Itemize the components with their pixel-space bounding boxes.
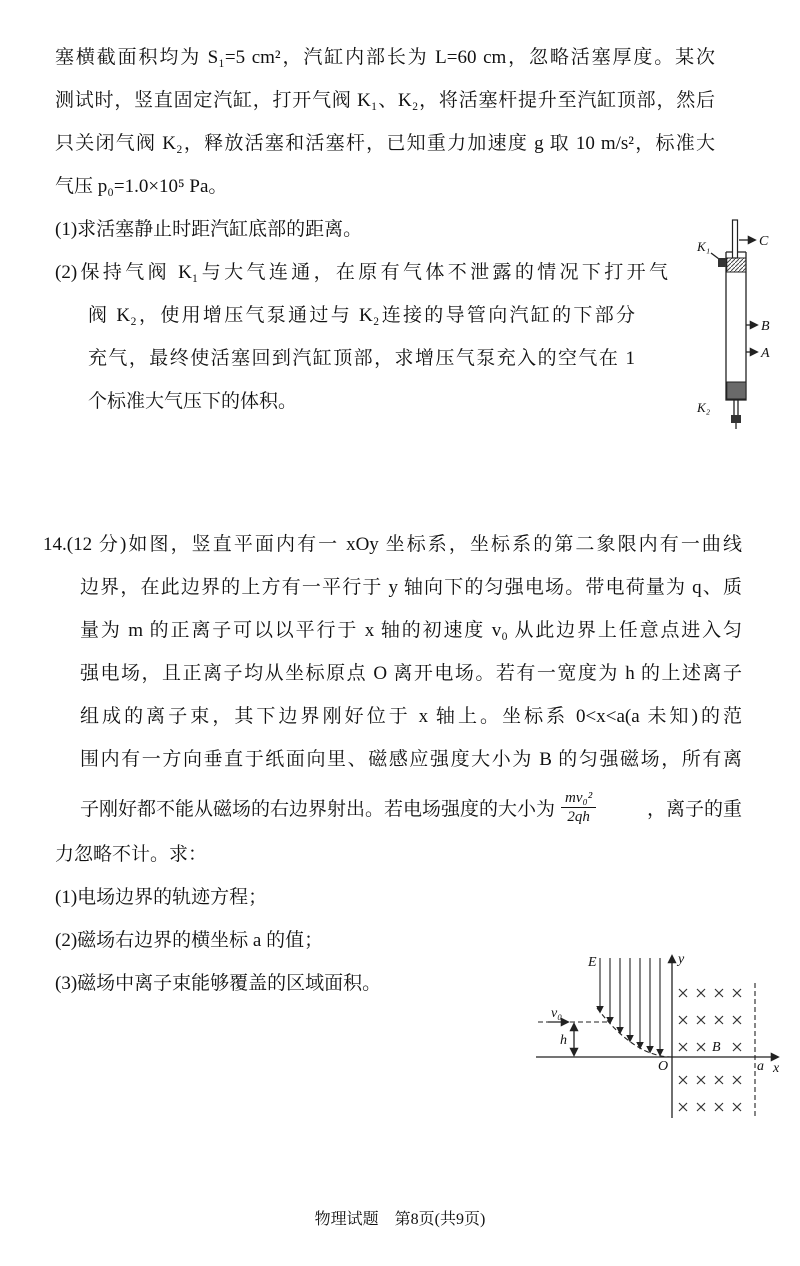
b-field-cross (715, 1103, 723, 1111)
label-b: B (761, 319, 770, 334)
field-diagram (530, 948, 790, 1125)
bottom-block (727, 382, 746, 399)
p13-part2-line: 个标准大气压下的体积。 (88, 391, 298, 412)
x-axis-label: x (773, 1061, 780, 1076)
b-field-cross (697, 1016, 705, 1024)
p13-line: 气压 p₀=1.0×10⁵ Pa。 (55, 176, 228, 197)
p14-part2: (2)磁场右边界的横坐标 a 的值； (55, 930, 324, 951)
p13-part2-line: 阀 K₂，使用增压气泵通过与 K₂连接的导管向汽缸的下部分 (88, 305, 635, 326)
fraction-denominator: 2qh (567, 808, 590, 825)
valve-k1-label: K₁ (697, 239, 711, 254)
b-field-label: B (712, 1040, 721, 1055)
b-field-cross (697, 1103, 705, 1111)
cylinder-diagram (695, 215, 785, 430)
b-field-cross (679, 1043, 687, 1051)
p13-part2-line: (2)保持气阀 K₁与大气连通，在原有气体不泄露的情况下打开气 (55, 262, 668, 283)
label-c: C (759, 234, 769, 249)
y-axis-label: y (678, 952, 685, 967)
p14-part1: (1)电场边界的轨迹方程； (55, 887, 268, 908)
origin-label: O (658, 1059, 669, 1074)
p14-line: 围内有一方向垂直于纸面向里、磁感应强度大小为 B 的匀强磁场，所有离 (80, 749, 742, 770)
p13-part1: (1)求活塞静止时距汽缸底部的距离。 (55, 219, 363, 240)
p13-part2-line: 充气，最终使活塞回到汽缸顶部，求增压气泵充入的空气在 1 (88, 348, 635, 369)
fraction-line-post: ，离子的重 (646, 798, 742, 820)
b-field-cross (715, 989, 723, 997)
p13-part2 (55, 251, 668, 423)
p14-part3: (3)磁场中离子束能够覆盖的区域面积。 (55, 973, 382, 994)
cylinder-walls (726, 252, 746, 400)
b-field-cross (733, 1103, 741, 1111)
problem-14 (43, 523, 742, 1005)
fraction-numerator: mv₀² (561, 789, 596, 808)
b-field-cross (733, 1076, 741, 1084)
b-field-cross (679, 1103, 687, 1111)
a-label: a (757, 1059, 764, 1074)
h-label: h (560, 1033, 567, 1048)
magnetic-field-crosses (679, 989, 741, 1111)
p13-line: 测试时，竖直固定汽缸，打开气阀 K₁、K₂，将活塞杆提升至汽缸顶部，然后 (55, 90, 715, 111)
e-field-label: E (588, 955, 597, 970)
p14-line: 强电场，且正离子均从坐标原点 O 离开电场。若有一宽度为 h 的上述离子 (80, 663, 742, 684)
k1-leader-line (711, 253, 719, 259)
b-field-cross (733, 989, 741, 997)
page-footer: 物理试题 第8页(共9页) (314, 1211, 486, 1228)
bottom-tube (734, 400, 738, 415)
b-field-cross (733, 1043, 741, 1051)
problem-13 (55, 36, 715, 423)
p14-line: 力忽略不计。求： (55, 844, 208, 865)
b-field-cross (679, 1076, 687, 1084)
p13-line: 塞横截面积均为 S₁=5 cm²，汽缸内部长为 L=60 cm，忽略活塞厚度。某次 (55, 47, 715, 68)
fraction (561, 789, 596, 826)
valve-k2 (731, 415, 741, 423)
valve-k1 (718, 258, 726, 267)
b-field-cross (697, 1076, 705, 1084)
p13-line: 只关闭气阀 K₂，释放活塞和活塞杆，已知重力加速度 g 取 10 m/s²，标准大 (55, 133, 715, 154)
v0-label: v₀ (551, 1006, 563, 1021)
p14-line: 14.(12 分)如图，竖直平面内有一 xOy 坐标系，坐标系的第二象限内有一曲线 (43, 534, 742, 555)
b-field-cross (715, 1016, 723, 1024)
valve-k2-label: K₂ (697, 400, 711, 415)
b-field-cross (679, 989, 687, 997)
b-field-cross (697, 1043, 705, 1051)
b-field-cross (715, 1076, 723, 1084)
label-a: A (761, 346, 770, 361)
p14-fraction-line (80, 781, 742, 833)
p14-line: 组成的离子束，其下边界刚好位于 x 轴上。坐标系 0<x<a(a 未知)的范 (80, 706, 742, 727)
field-boundary-curve (597, 1008, 672, 1057)
p14-line: 边界，在此边界的上方有一平行于 y 轴向下的匀强电场。带电荷量为 q、质 (80, 577, 742, 598)
fraction-line-pre: 子刚好都不能从磁场的右边界射出。若电场强度的大小为 (80, 798, 556, 820)
b-field-cross (733, 1016, 741, 1024)
piston (727, 258, 746, 272)
piston-rod (733, 220, 738, 258)
electric-field-arrows (600, 958, 660, 1055)
b-field-cross (679, 1016, 687, 1024)
b-field-cross (697, 989, 705, 997)
p14-line: 量为 m 的正离子可以以平行于 x 轴的初速度 v₀ 从此边界上任意点进入匀 (80, 620, 742, 641)
